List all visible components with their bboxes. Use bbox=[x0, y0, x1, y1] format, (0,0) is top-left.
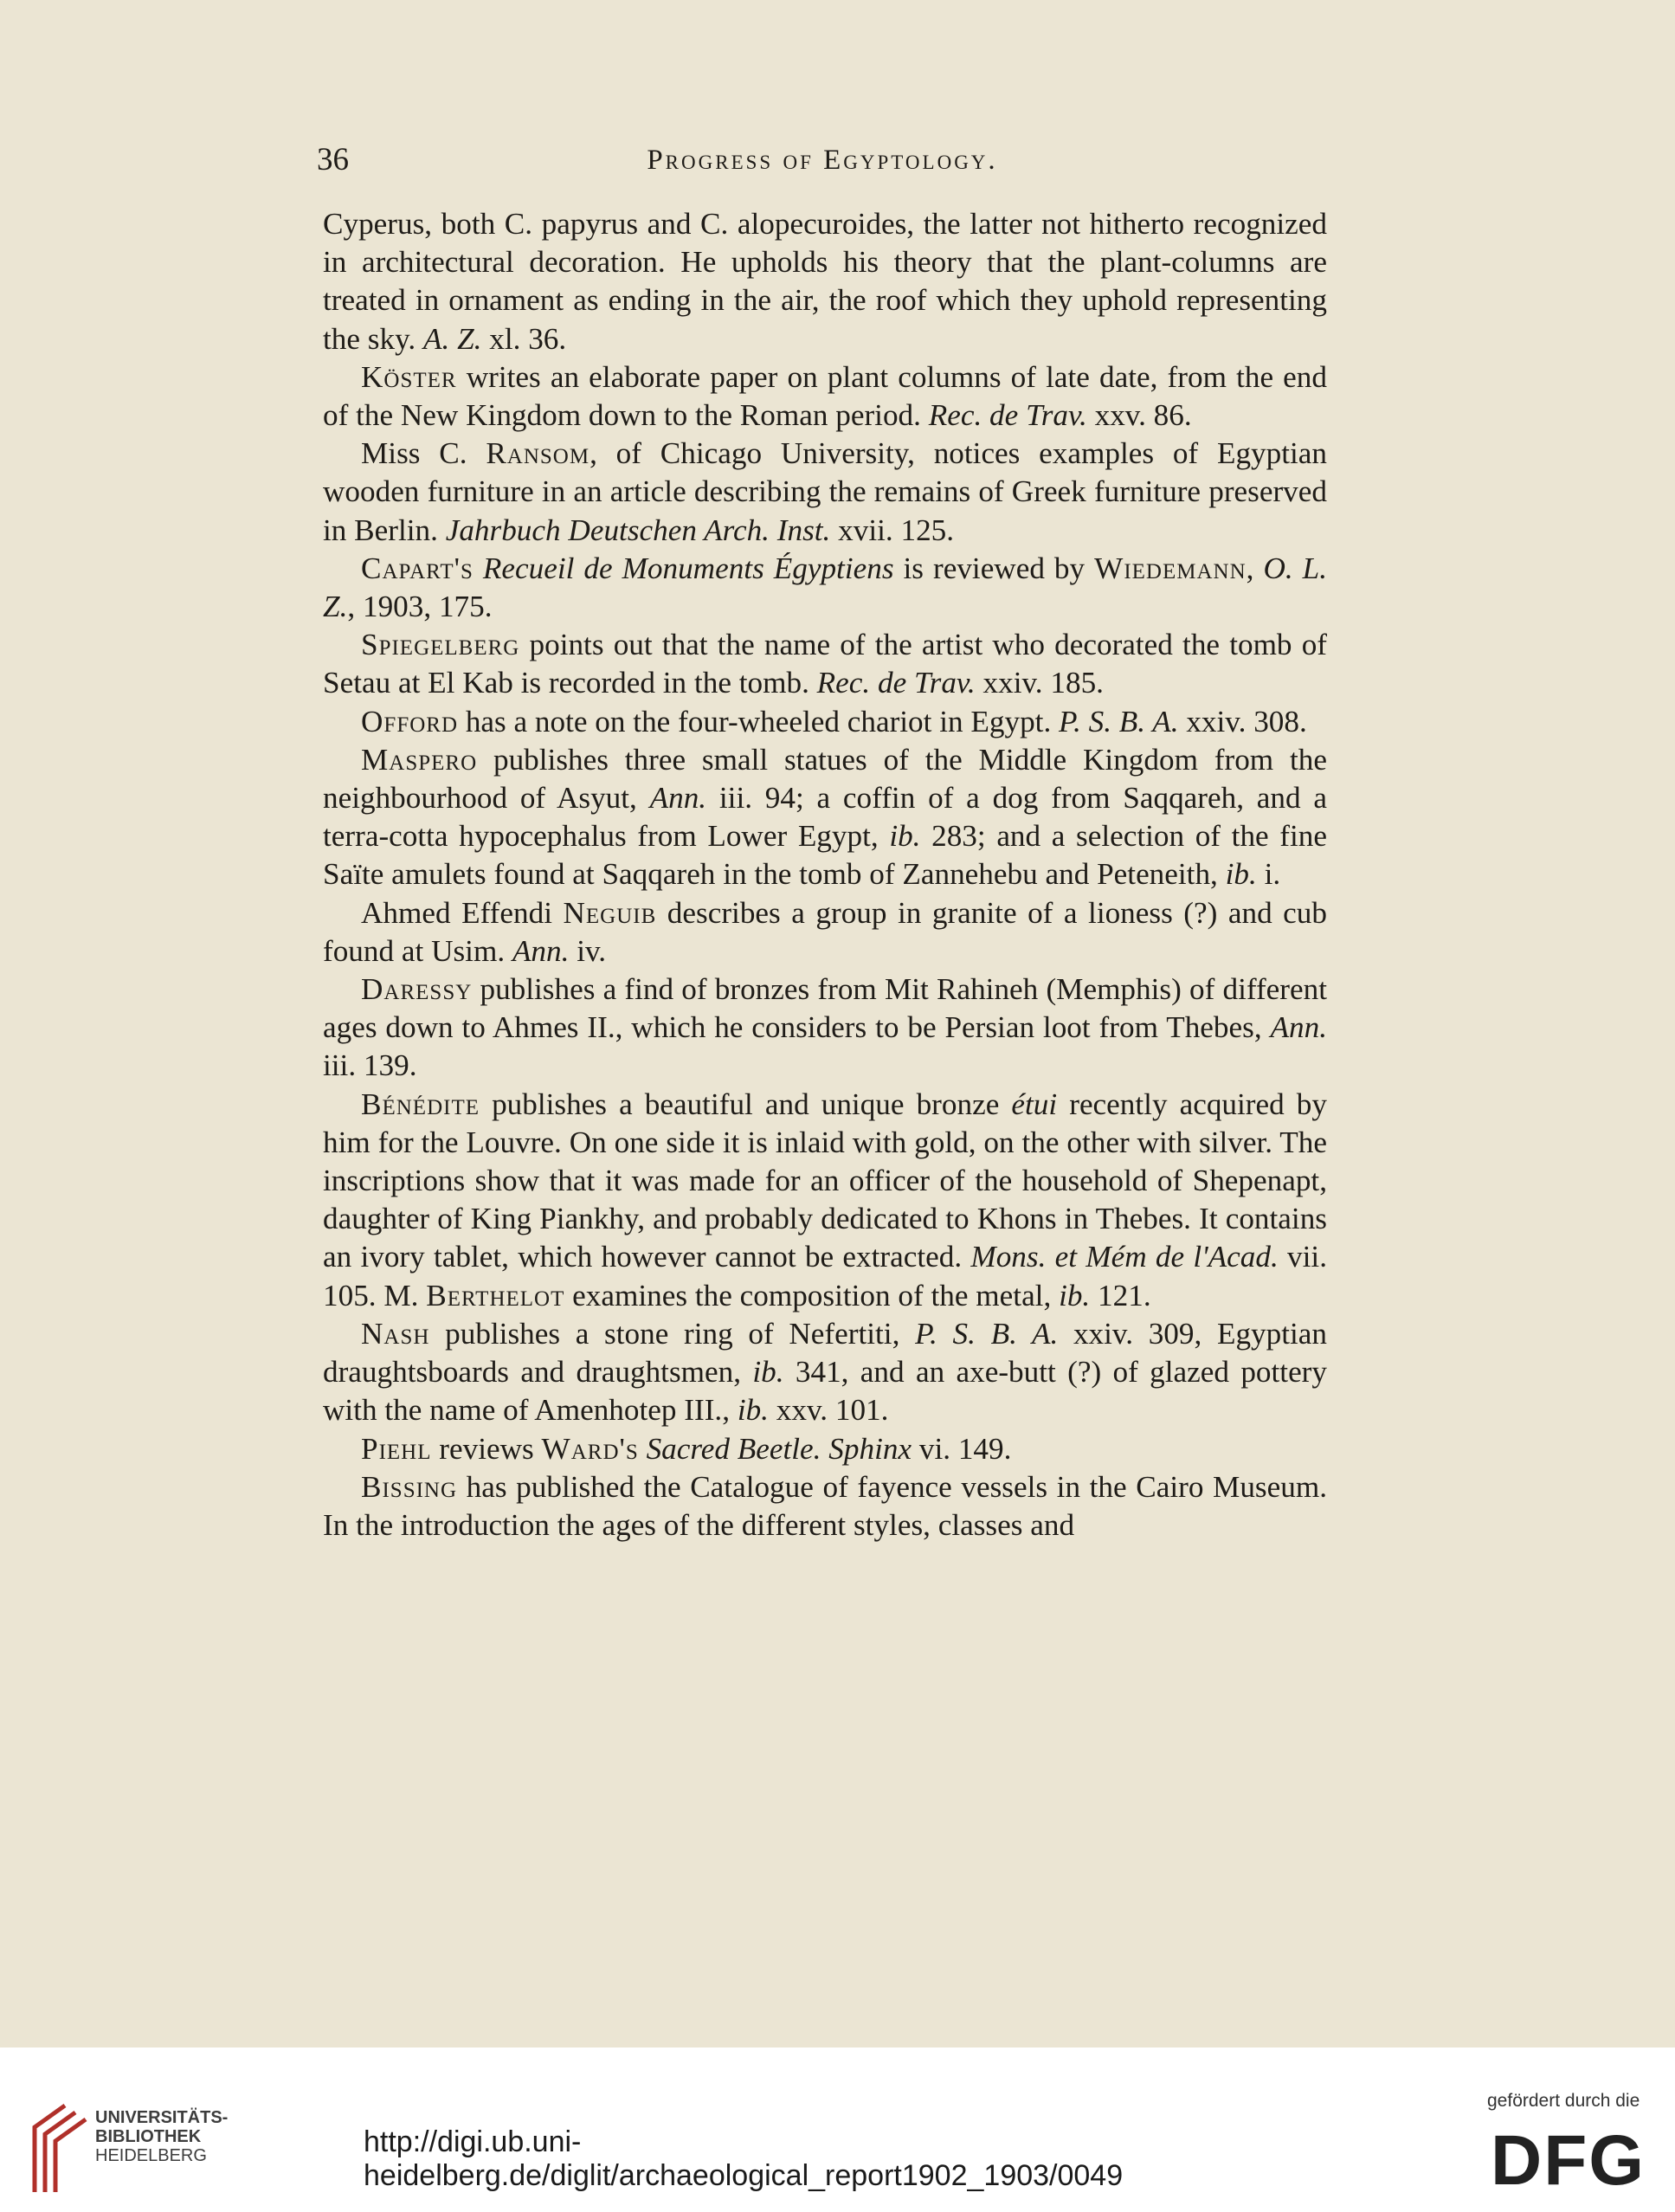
author-name: Nash bbox=[361, 1316, 430, 1351]
text-run: publishes a find of bronzes from Mit Rahineh (Memphis) of different ages down to Ahmes II., which he considers to be Persian loot from Thebes, bbox=[323, 972, 1327, 1045]
text-run: publishes a stone ring of Nefertiti, bbox=[429, 1316, 916, 1351]
author-name: Wiedemann bbox=[1094, 551, 1247, 585]
text-run: publishes three small statues of the Middle Kingdom from the neighbourhood of Asyut, bbox=[323, 742, 1327, 816]
author-name: Ransom bbox=[486, 436, 590, 471]
footer-bar bbox=[0, 2048, 1675, 2212]
permalink-url[interactable]: http://digi.ub.uni-heidelberg.de/diglit/archaeological_report1902_1903/0049 bbox=[364, 2125, 1124, 2192]
author-name: Bénédite bbox=[361, 1087, 480, 1121]
text-run bbox=[639, 1432, 647, 1466]
paragraph bbox=[323, 1086, 1327, 1315]
paragraph bbox=[323, 358, 1327, 435]
text-run: 341, and an axe-butt (?) of glazed pottery with the name of Amenhotep III., bbox=[323, 1355, 1327, 1428]
author-name: Daressy bbox=[361, 972, 473, 1007]
author-name: Ward's bbox=[541, 1431, 639, 1466]
paragraph bbox=[323, 435, 1327, 550]
author-name: Bissing bbox=[361, 1469, 458, 1504]
author-name: Spiegelberg bbox=[361, 628, 520, 662]
text-run: examines the composition of the metal, bbox=[564, 1278, 1060, 1312]
citation-text: ib. bbox=[737, 1393, 769, 1428]
citation-text: O. L. Z. bbox=[323, 551, 1328, 624]
text-run: reviews bbox=[431, 1431, 542, 1466]
text-run: xl. 36. bbox=[481, 321, 567, 356]
text-run: describes a group in granite of a lioness (?) and cub found at Usim. bbox=[323, 895, 1327, 968]
text-run bbox=[821, 1432, 828, 1466]
author-name: Berthelot bbox=[426, 1278, 565, 1312]
text-run: , bbox=[1246, 551, 1264, 585]
citation-text: ib. bbox=[1059, 1278, 1091, 1312]
author-name: Maspero bbox=[361, 742, 478, 777]
citation-text: P. S. B. A. bbox=[915, 1316, 1059, 1351]
text-run: i. bbox=[1256, 857, 1281, 892]
text-run: publishes a beautiful and unique bronze bbox=[480, 1087, 1012, 1121]
text-run: 283; and a selection of the fine Saïte amulets found at Saqqareh in the tomb of Zannehebu and Peteneith, bbox=[323, 819, 1327, 892]
author-name: Neguib bbox=[563, 895, 657, 930]
citation-text: ib. bbox=[1225, 857, 1257, 892]
dfg-logo: DFG bbox=[1491, 2121, 1646, 2200]
university-library-name bbox=[95, 2108, 228, 2165]
text-run: xxv. 101. bbox=[768, 1393, 889, 1428]
citation-text: Rec. de Trav. bbox=[816, 666, 976, 700]
text-run: , of Chicago University, notices examples of Egyptian wooden furniture in an article describing the remains of Greek furniture preserved in Berlin. bbox=[323, 436, 1327, 547]
page-number: 36 bbox=[317, 142, 349, 177]
citation-text: Mons. et Mém de l'Acad. bbox=[970, 1240, 1279, 1274]
text-run: writes an elaborate paper on plant columns of late date, from the end of the New Kingdom down to the Roman period. bbox=[323, 359, 1327, 433]
author-name: Offord bbox=[361, 704, 459, 738]
citation-text: Recueil de Monuments Égyptiens bbox=[482, 551, 894, 585]
library-city: HEIDELBERG bbox=[95, 2146, 207, 2165]
author-name: Capart's bbox=[361, 551, 474, 585]
text-run: Miss C. bbox=[361, 436, 486, 471]
text-run: xxiv. 308. bbox=[1178, 704, 1307, 738]
paragraph bbox=[323, 1315, 1327, 1430]
running-head bbox=[312, 139, 1333, 182]
university-library-logo-icon bbox=[26, 2101, 95, 2196]
body-text bbox=[323, 205, 1327, 1545]
text-run: xxiv. 309, Egyptian draughtsboards and draughtsmen, bbox=[323, 1316, 1328, 1390]
text-run: Ahmed Effendi bbox=[361, 895, 564, 930]
citation-text: P. S. B. A. bbox=[1059, 704, 1179, 738]
citation-text: Ann. bbox=[512, 933, 570, 968]
citation-text: étui bbox=[1011, 1087, 1058, 1121]
citation-text: A. Z. bbox=[422, 321, 482, 356]
paragraph bbox=[323, 741, 1327, 894]
paragraph bbox=[323, 205, 1327, 358]
text-run: xxv. 86. bbox=[1086, 398, 1192, 433]
paragraph bbox=[323, 1468, 1327, 1545]
text-run: vii. 105. M. bbox=[323, 1240, 1328, 1312]
author-name: Köster bbox=[361, 359, 457, 394]
text-run: recently acquired by him for the Louvre. On one side it is inlaid with gold, on the other with silver. The inscriptions show that it was made for an officer of the household of Shepenapt, daughter of King Piankhy, and probably dedicated to Khons in Thebes. It contains an ivory tablet, which however cannot be extracted. bbox=[323, 1087, 1327, 1274]
citation-text: ib. bbox=[752, 1355, 784, 1390]
paragraph bbox=[323, 894, 1327, 971]
text-run: xvii. 125. bbox=[830, 513, 955, 547]
citation-text: Ann. bbox=[1270, 1010, 1327, 1045]
text-run: has a note on the four-wheeled chariot in Egypt. bbox=[458, 704, 1060, 738]
text-run: xxiv. 185. bbox=[975, 666, 1104, 700]
author-name: Piehl bbox=[361, 1431, 432, 1466]
text-run: vi. 149. bbox=[912, 1431, 1012, 1466]
citation-text: Sphinx bbox=[828, 1431, 912, 1466]
text-run bbox=[474, 551, 483, 585]
text-run: points out that the name of the artist who decorated the tomb of Setau at El Kab is recorded in the tomb. bbox=[323, 628, 1327, 700]
paragraph bbox=[323, 971, 1327, 1086]
paragraph bbox=[323, 626, 1327, 702]
text-run: , 1903, 175. bbox=[347, 590, 493, 624]
text-run: 121. bbox=[1090, 1278, 1151, 1312]
paragraph bbox=[323, 1430, 1327, 1468]
citation-text: Jahrbuch Deutschen Arch. Inst. bbox=[445, 513, 831, 547]
text-run: iv. bbox=[569, 933, 607, 968]
paragraph bbox=[323, 703, 1327, 741]
running-title: Progress of Egyptology. bbox=[647, 145, 998, 176]
funding-text: gefördert durch die bbox=[1487, 2091, 1640, 2111]
citation-text: Sacred Beetle. bbox=[646, 1431, 821, 1466]
text-run: Cyperus, both C. papyrus and C. alopecuroides, the latter not hitherto recognized in architectural decoration. He upholds his theory that the plant-columns are treated in ornament as ending in the air, the roof which they uphold representing the sky. bbox=[323, 207, 1327, 356]
text-run: has published the Catalogue of fayence vessels in the Cairo Museum. In the introduction the ages of the different styles, classes and bbox=[323, 1469, 1327, 1542]
text-run: iii. 94; a coffin of a dog from Saqqareh, and a terra-cotta hypocephalus from Lower Egypt, bbox=[323, 781, 1327, 854]
citation-text: Ann. bbox=[649, 781, 707, 816]
paragraph bbox=[323, 550, 1327, 626]
text-run: iii. 139. bbox=[323, 1048, 417, 1083]
citation-text: Rec. de Trav. bbox=[928, 398, 1087, 433]
library-name-line2: BIBLIOTHEK bbox=[95, 2127, 202, 2146]
text-run: is reviewed by bbox=[893, 551, 1095, 585]
library-name-line1: UNIVERSITÄTS- bbox=[95, 2108, 229, 2127]
citation-text: ib. bbox=[889, 819, 921, 854]
